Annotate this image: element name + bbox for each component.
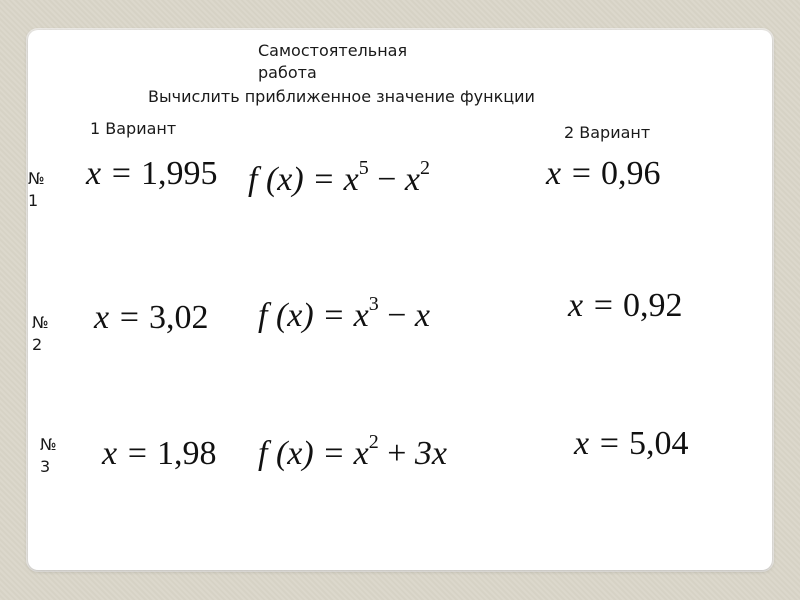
- task-2-variant-1-value: x = 3,02: [94, 299, 209, 336]
- task-3-variant-2-value: x = 5,04: [574, 425, 689, 462]
- task-number-3: № 3: [40, 435, 57, 476]
- task-1-function: f $(x) = x^5 - x^2$: [248, 157, 430, 198]
- variant-1-label: 1 Вариант: [90, 119, 177, 138]
- variant-2-label: 2 Вариант: [564, 123, 651, 142]
- slide-subtitle: Вычислить приближенное значение функции: [148, 87, 535, 106]
- slide-title: Самостоятельная работа: [258, 41, 408, 82]
- task-2-function: f $(x) = x^3 - x$: [258, 293, 430, 334]
- task-3-function: f $(x) = x^2 + 3x$: [258, 431, 447, 472]
- task-2-variant-2-value: x = 0,92: [568, 287, 683, 324]
- task-3-variant-1-value: x = 1,98: [102, 435, 217, 472]
- task-1-variant-1-value: x = 1,995: [86, 155, 218, 192]
- task-number-1: № 1: [28, 169, 45, 210]
- slide-canvas: [28, 30, 772, 570]
- task-1-variant-2-value: x = 0,96: [546, 155, 661, 192]
- task-number-2: № 2: [32, 313, 49, 354]
